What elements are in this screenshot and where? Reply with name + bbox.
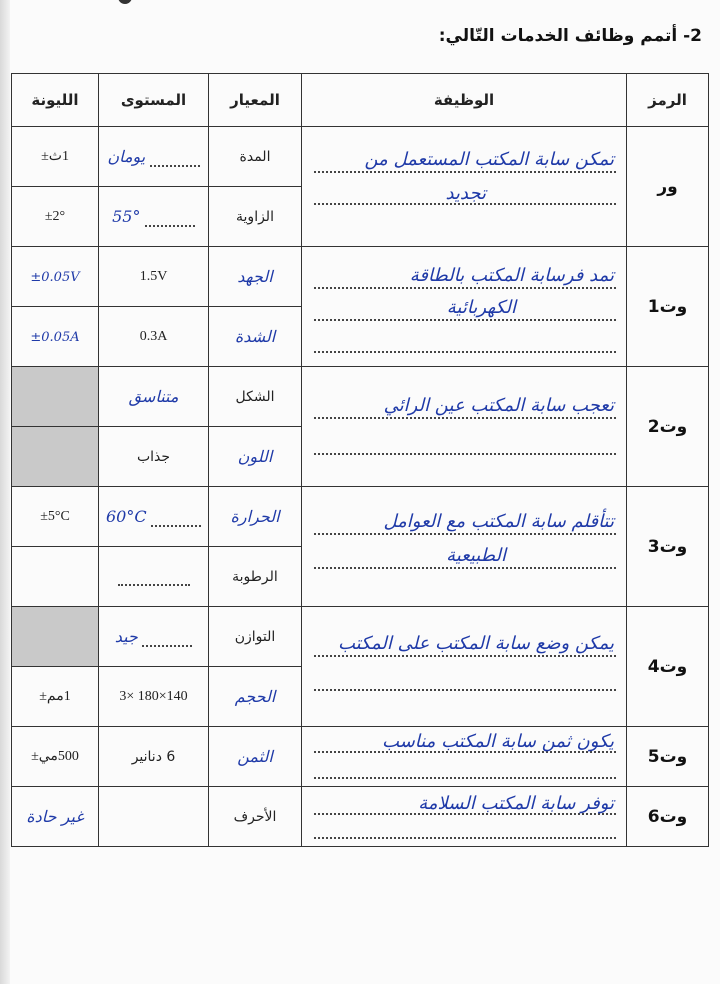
symbol-cell: وت6 bbox=[627, 787, 709, 847]
criterion-cell[interactable] bbox=[209, 247, 302, 307]
level-value: يومان bbox=[107, 146, 146, 166]
header-criterion: المعيار bbox=[209, 74, 302, 127]
level-cell[interactable] bbox=[99, 127, 209, 187]
function-cell[interactable] bbox=[302, 247, 627, 367]
symbol-cell: وت1 bbox=[627, 247, 709, 367]
header-level: المستوى bbox=[99, 74, 209, 127]
symbol-cell: وت3 bbox=[627, 487, 709, 607]
function-line: تعجب سابة المكتب عين الرائي bbox=[383, 395, 614, 416]
criterion-cell: الرطوبة bbox=[209, 547, 302, 607]
function-cell[interactable] bbox=[302, 787, 627, 847]
flexibility-cell-shaded bbox=[12, 427, 99, 487]
function-line: يمكن وضع سابة المكتب على المكتب bbox=[337, 633, 614, 654]
table-row bbox=[12, 787, 709, 847]
function-line: الكهربائية bbox=[446, 297, 516, 318]
flexibility-value: ±0.05V bbox=[30, 269, 80, 285]
function-line: تجديد bbox=[445, 183, 486, 204]
function-line: توفر سابة المكتب السلامة bbox=[418, 793, 614, 814]
function-cell[interactable] bbox=[302, 367, 627, 487]
level-cell bbox=[99, 787, 209, 847]
symbol-cell: ور bbox=[627, 127, 709, 247]
criterion-cell: الأحرف bbox=[209, 787, 302, 847]
function-line: يكون ثمن سابة المكتب مناسب bbox=[382, 731, 614, 752]
page-edge bbox=[0, 0, 10, 984]
symbol-cell: وت4 bbox=[627, 607, 709, 727]
criterion-cell: التوازن bbox=[209, 607, 302, 667]
level-cell[interactable] bbox=[99, 607, 209, 667]
function-line: تمد فرسابة المكتب بالطاقة bbox=[409, 265, 614, 286]
top-mark bbox=[118, 0, 132, 4]
flexibility-cell[interactable] bbox=[12, 787, 99, 847]
table-row bbox=[12, 727, 709, 787]
function-line: تتأقلم سابة المكتب مع العوامل bbox=[383, 511, 614, 532]
level-cell[interactable] bbox=[99, 487, 209, 547]
function-cell[interactable] bbox=[302, 127, 627, 247]
level-cell: 0.3A bbox=[99, 307, 209, 367]
level-value: جيد bbox=[114, 626, 138, 646]
flexibility-cell: 1ث± bbox=[12, 127, 99, 187]
criterion-cell[interactable] bbox=[209, 427, 302, 487]
table-row bbox=[12, 127, 709, 187]
function-cell[interactable] bbox=[302, 607, 627, 727]
criterion-cell[interactable] bbox=[209, 487, 302, 547]
table-header-row bbox=[12, 74, 709, 127]
function-line: الطبيعية bbox=[446, 545, 506, 566]
exercise-heading: 2- أتمم وظائف الخدمات التّالي: bbox=[438, 26, 702, 46]
flexibility-cell bbox=[12, 547, 99, 607]
level-cell[interactable] bbox=[99, 187, 209, 247]
header-flexibility: الليونة bbox=[12, 74, 99, 127]
header-symbol: الرمز bbox=[627, 74, 709, 127]
header-function: الوظيفة bbox=[302, 74, 627, 127]
level-cell: 1.5V bbox=[99, 247, 209, 307]
flexibility-cell: 1مم± bbox=[12, 667, 99, 727]
flexibility-cell[interactable] bbox=[12, 307, 99, 367]
flexibility-value: ±0.05A bbox=[30, 329, 80, 345]
criterion-value: الشدة bbox=[234, 327, 276, 346]
level-cell: جذاب bbox=[99, 427, 209, 487]
criterion-value: الجهد bbox=[237, 267, 273, 286]
table-row bbox=[12, 367, 709, 427]
criterion-value: الثمن bbox=[237, 747, 273, 766]
criterion-cell[interactable] bbox=[209, 727, 302, 787]
flexibility-cell-shaded bbox=[12, 607, 99, 667]
criterion-cell[interactable] bbox=[209, 667, 302, 727]
symbol-cell: وت2 bbox=[627, 367, 709, 487]
criterion-cell: المدة bbox=[209, 127, 302, 187]
level-cell[interactable] bbox=[99, 367, 209, 427]
function-cell[interactable] bbox=[302, 487, 627, 607]
level-cell: 6 دنانير bbox=[99, 727, 209, 787]
criterion-value: الحرارة bbox=[230, 507, 280, 526]
flexibility-cell-shaded bbox=[12, 367, 99, 427]
symbol-cell: وت5 bbox=[627, 727, 709, 787]
level-cell[interactable] bbox=[99, 547, 209, 607]
table-row bbox=[12, 247, 709, 307]
table-row bbox=[12, 607, 709, 667]
criterion-cell[interactable] bbox=[209, 307, 302, 367]
criterion-value: اللون bbox=[237, 447, 273, 466]
services-table bbox=[11, 73, 709, 847]
function-cell[interactable] bbox=[302, 727, 627, 787]
criterion-cell: الشكل bbox=[209, 367, 302, 427]
flexibility-cell: ±2° bbox=[12, 187, 99, 247]
criterion-value: الحجم bbox=[234, 687, 276, 706]
flexibility-value: غير حادة bbox=[26, 807, 84, 826]
level-value: 60°C bbox=[105, 506, 147, 526]
flexibility-cell: 500مي± bbox=[12, 727, 99, 787]
table-row bbox=[12, 487, 709, 547]
criterion-cell: الزاوية bbox=[209, 187, 302, 247]
flexibility-cell: ±5°C bbox=[12, 487, 99, 547]
flexibility-cell[interactable] bbox=[12, 247, 99, 307]
level-value: 55° bbox=[112, 206, 141, 226]
function-line: تمكن سابة المكتب المستعمل من bbox=[364, 149, 614, 170]
level-value: متناسق bbox=[128, 387, 179, 406]
level-cell: 140×180 ×3 bbox=[99, 667, 209, 727]
